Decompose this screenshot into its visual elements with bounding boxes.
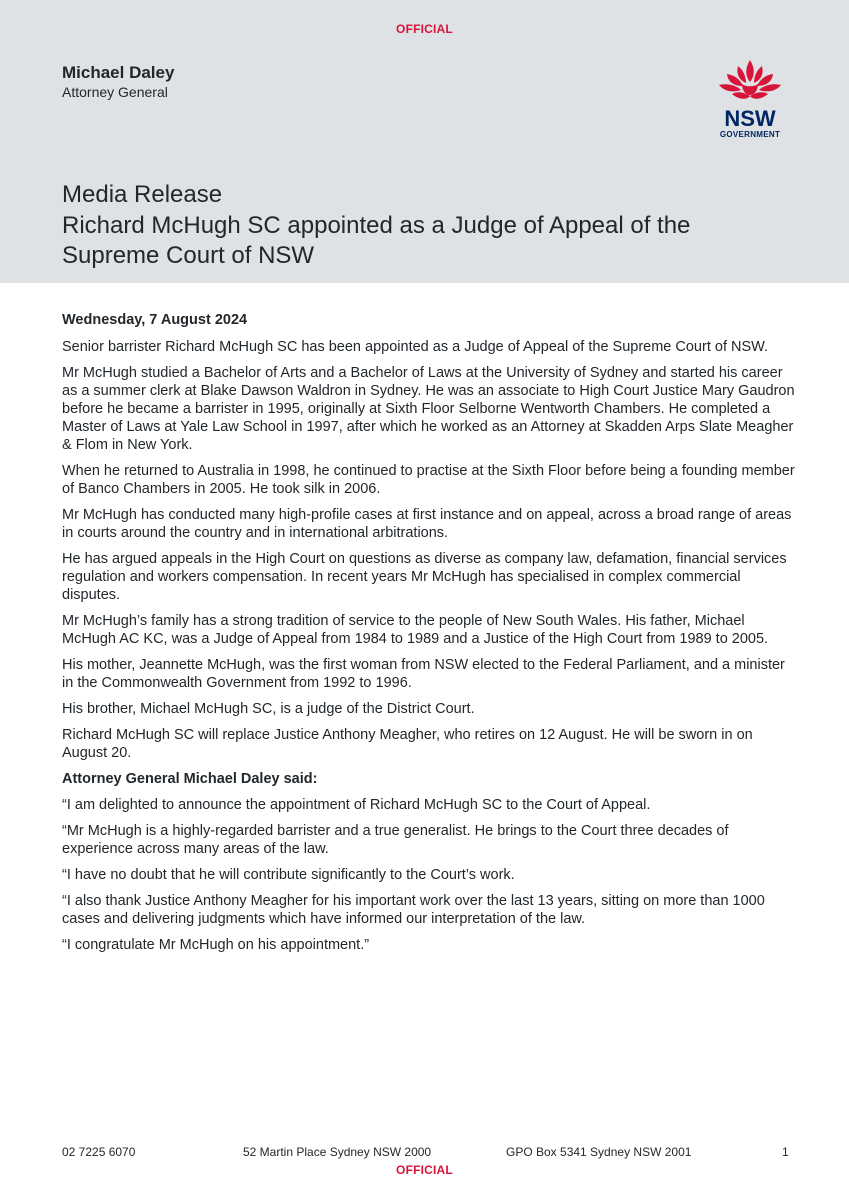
release-date: Wednesday, 7 August 2024 [62,312,248,328]
logo-wordmark: NSW [724,106,776,131]
footer-address: 52 Martin Place Sydney NSW 2000 [243,1145,432,1159]
page-number: 1 [782,1145,789,1159]
release-body [62,311,797,962]
header-band [0,0,849,283]
body-paragraph: Senior barrister Richard McHugh SC has been appointed as a Judge of Appeal of the Supreme Court of NSW. [62,339,769,355]
body-paragraph: Mr McHugh studied a Bachelor of Arts and a Bachelor of Laws at the University of Sydney and started his career as a summer clerk at Blake Dawson Waldron in Sydney. He was an associate to High Court Justice Mary Gaudron before he became a barrister in 1995, originally at Sixth Floor Selborne Wentworth Chambers. He completed a Master of Laws at Yale Law School in 1997, after which he worked as an Attorney at Skadden Arps Slate Meagher & Flom in New York. [62,365,795,453]
classification-bottom: OFFICIAL [396,1163,453,1177]
quote-heading: Attorney General Michael Daley said: [62,771,318,787]
classification-top: OFFICIAL [396,22,453,36]
body-paragraph: Richard McHugh SC will replace Justice Anthony Meagher, who retires on 12 August. He will be sworn in on August 20. [62,727,753,761]
logo-subtext: GOVERNMENT [719,130,781,139]
quote-paragraph: “I am delighted to announce the appointment of Richard McHugh SC to the Court of Appeal. [62,797,651,813]
waratah-flower-icon [712,58,788,108]
body-paragraph: His mother, Jeannette McHugh, was the first woman from NSW elected to the Federal Parliament, and a minister in the Commonwealth Government from 1992 to 1996. [62,657,785,691]
nsw-government-logo [712,58,788,144]
quote-paragraph: “Mr McHugh is a highly-regarded barrister and a true generalist. He brings to the Court three decades of experience across many areas of the law. [62,823,729,857]
body-paragraph: His brother, Michael McHugh SC, is a judge of the District Court. [62,701,475,717]
body-paragraph: Mr McHugh has conducted many high-profile cases at first instance and on appeal, across a broad range of areas in courts around the country and in international arbitrations. [62,507,792,541]
footer-po-box: GPO Box 5341 Sydney NSW 2001 [506,1145,692,1159]
release-headline: Richard McHugh SC appointed as a Judge of Appeal of the Supreme Court of NSW [62,212,691,269]
quote-paragraph: “I have no doubt that he will contribute significantly to the Court’s work. [62,867,515,883]
body-paragraph: Mr McHugh’s family has a strong tradition of service to the people of New South Wales. His father, Michael McHugh AC KC, was a Judge of Appeal from 1984 to 1989 and a Justice of the High Court from 1989 to 2005. [62,613,769,647]
footer-phone: 02 7225 6070 [62,1145,136,1159]
minister-title: Attorney General [62,84,168,100]
minister-name: Michael Daley [62,63,175,82]
body-paragraph: He has argued appeals in the High Court on questions as diverse as company law, defamation, financial services regulation and workers compensation. In recent years Mr McHugh has specialised in complex commercial disputes. [62,551,787,603]
body-paragraph: When he returned to Australia in 1998, he continued to practise at the Sixth Floor before being a founding member of Banco Chambers in 2005. He took silk in 2006. [62,463,795,497]
quote-paragraph: “I congratulate Mr McHugh on his appointment.” [62,937,370,953]
quote-paragraph: “I also thank Justice Anthony Meagher for his important work over the last 13 years, sitting on more than 1000 cases and delivering judgments which have informed our interpretation of the law. [62,893,765,927]
release-label: Media Release [62,181,223,208]
